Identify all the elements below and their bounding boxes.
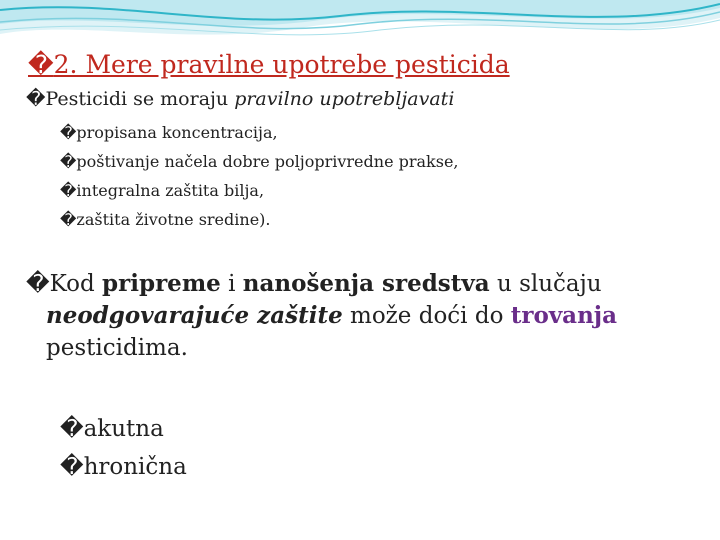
paragraph-text-4: može doći do — [342, 303, 511, 329]
poisoning-type-acute: akutna — [83, 416, 164, 442]
paragraph-text-3: u slučaju — [489, 271, 602, 297]
main-point-emphasis: pravilno upotrebljavati — [234, 88, 455, 110]
slide-title — [28, 50, 510, 79]
paragraph-bullet-icon: � — [26, 271, 50, 297]
paragraph-text-2: i — [220, 271, 243, 297]
sub-bullet-icon: � — [60, 152, 77, 171]
list-item-text: propisana koncentracija, — [76, 123, 278, 142]
slide-title-text: 2. Mere pravilne upotrebe pesticida — [53, 50, 510, 79]
list-item — [60, 205, 459, 234]
poisoning-types-list — [60, 410, 187, 486]
sub-bullet-icon: � — [60, 210, 77, 229]
list-item-text: integralna zaštita bilja, — [76, 181, 265, 200]
sub-bullet-icon: � — [60, 181, 77, 200]
main-point-bullet-icon: � — [26, 88, 46, 110]
practice-sublist — [60, 118, 459, 234]
paragraph-highlight-poisoning: trovanja — [510, 302, 618, 329]
poisoning-paragraph — [26, 268, 706, 364]
paragraph-line-1 — [26, 268, 706, 300]
poisoning-type-chronic: hronična — [83, 454, 187, 480]
list-item — [60, 176, 459, 205]
main-point-prefix: Pesticidi se moraju — [45, 88, 235, 110]
main-point — [26, 88, 454, 110]
type-bullet-icon: � — [60, 416, 84, 442]
list-item — [60, 147, 459, 176]
paragraph-bold-application: nanošenja sredstva — [242, 270, 490, 297]
paragraph-bold-preparation: pripreme — [102, 270, 221, 297]
paragraph-text-1: Kod — [49, 271, 103, 297]
paragraph-bold-italic-protection: neodgovarajuće zaštite — [46, 302, 343, 329]
type-bullet-icon: � — [60, 454, 84, 480]
list-item-text: poštivanje načela dobre poljoprivredne prakse, — [76, 152, 459, 171]
paragraph-line-2 — [26, 300, 706, 332]
title-bullet-icon: � — [28, 50, 54, 79]
list-item — [60, 448, 187, 486]
list-item — [60, 118, 459, 147]
paragraph-line-3: pesticidima. — [46, 335, 188, 361]
sub-bullet-icon: � — [60, 123, 77, 142]
list-item — [60, 410, 187, 448]
list-item-text: zaštita životne sredine). — [76, 210, 271, 229]
